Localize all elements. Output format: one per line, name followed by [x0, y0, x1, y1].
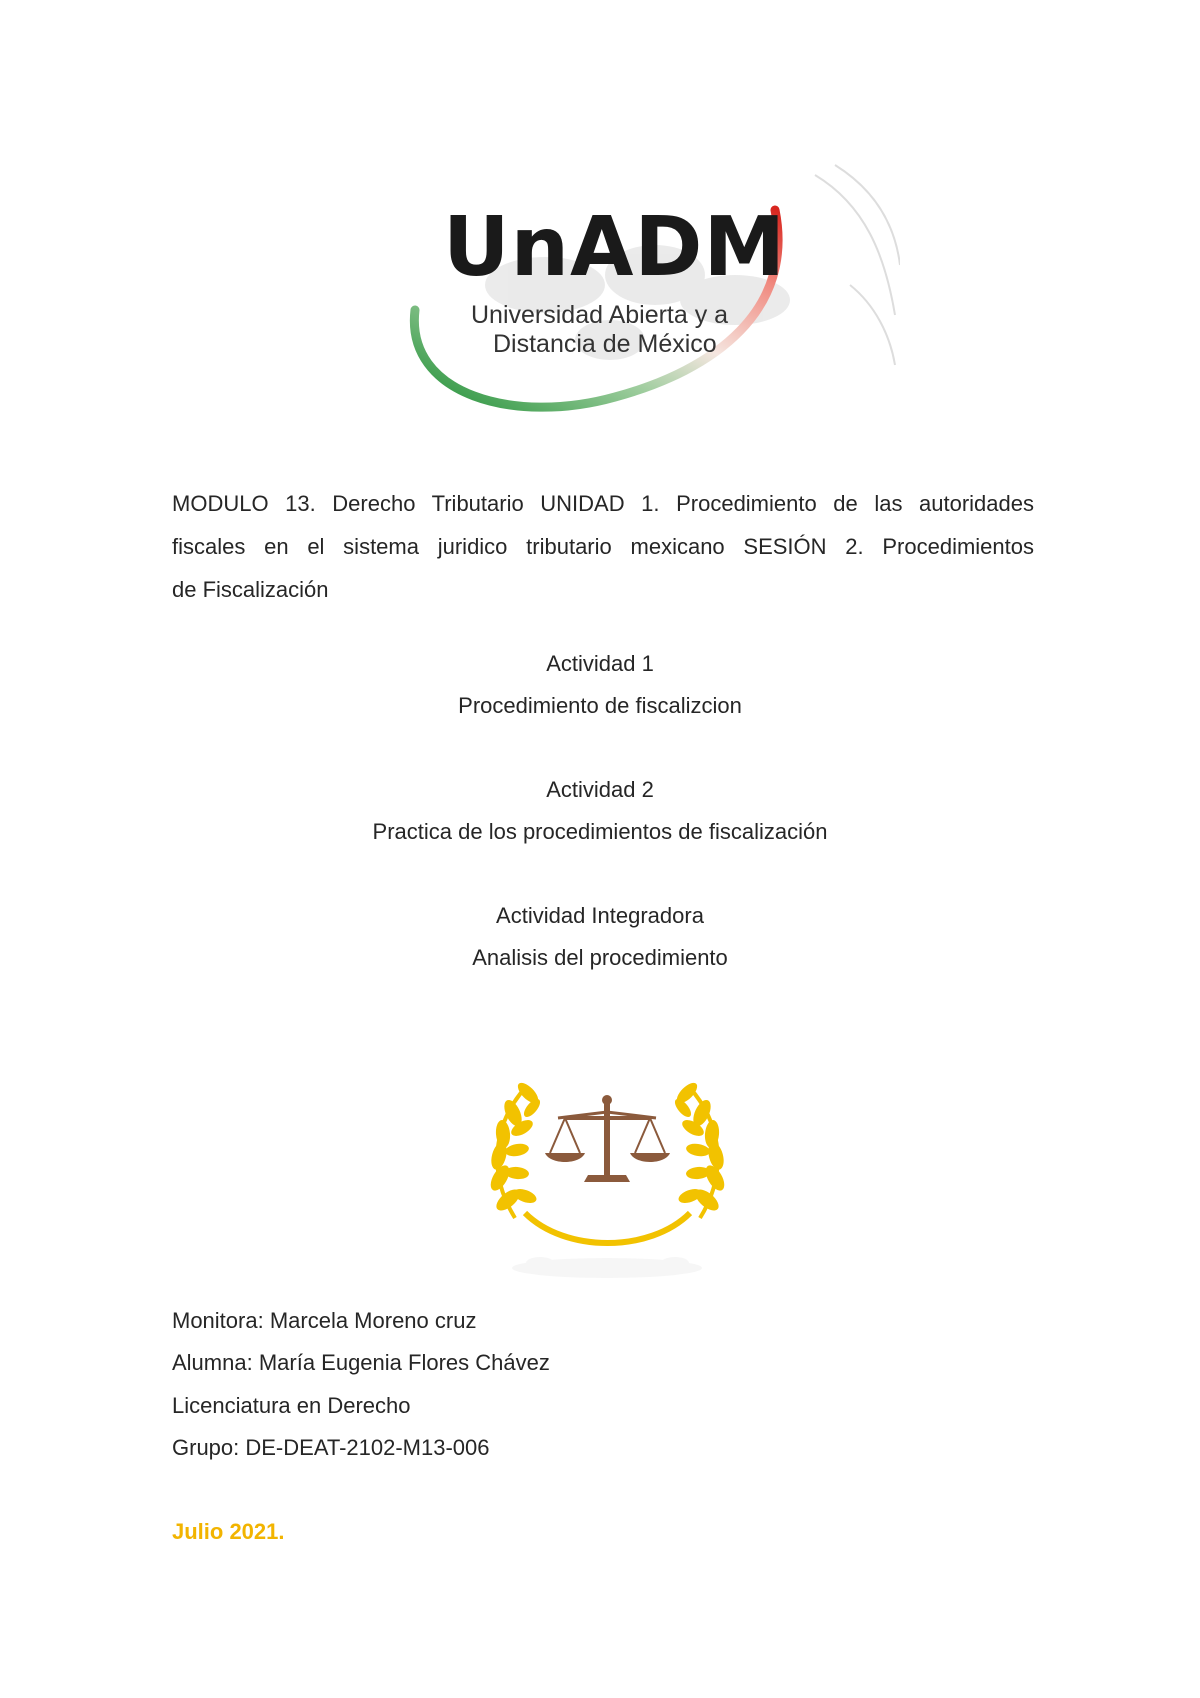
document-date: Julio 2021. — [172, 1519, 285, 1544]
activity-1-name: Procedimiento de fiscalizcion — [458, 693, 742, 718]
alumna-line: Alumna: María Eugenia Flores Chávez — [172, 1350, 550, 1375]
activity-integradora-heading: Actividad Integradora — [496, 903, 704, 928]
module-title-line-3: de Fiscalización — [172, 577, 329, 602]
scales-of-justice-icon — [470, 1068, 745, 1288]
licenciatura-line: Licenciatura en Derecho — [172, 1393, 411, 1418]
activity-2-name: Practica de los procedimientos de fiscalización — [372, 819, 828, 844]
logo-subtitle-line2: Distancia de México — [493, 330, 717, 358]
module-title-line-2: fiscales en el sistema juridico tributario mexicano SESIÓN 2. Procedimientos — [172, 534, 1034, 559]
unadm-logo — [395, 135, 900, 440]
grupo-line: Grupo: DE-DEAT-2102-M13-006 — [172, 1435, 490, 1460]
monitora-line: Monitora: Marcela Moreno cruz — [172, 1308, 477, 1333]
logo-brand-text: UnADM — [443, 200, 787, 295]
logo-subtitle-line1: Universidad Abierta y a — [471, 301, 729, 329]
activity-integradora-name: Analisis del procedimiento — [472, 945, 728, 970]
module-title — [172, 482, 1034, 611]
module-title-line-1: MODULO 13. Derecho Tributario UNIDAD 1. Procedimiento de las autoridades — [172, 491, 1034, 516]
activity-2-heading: Actividad 2 — [546, 777, 654, 802]
activity-1-heading: Actividad 1 — [546, 651, 654, 676]
